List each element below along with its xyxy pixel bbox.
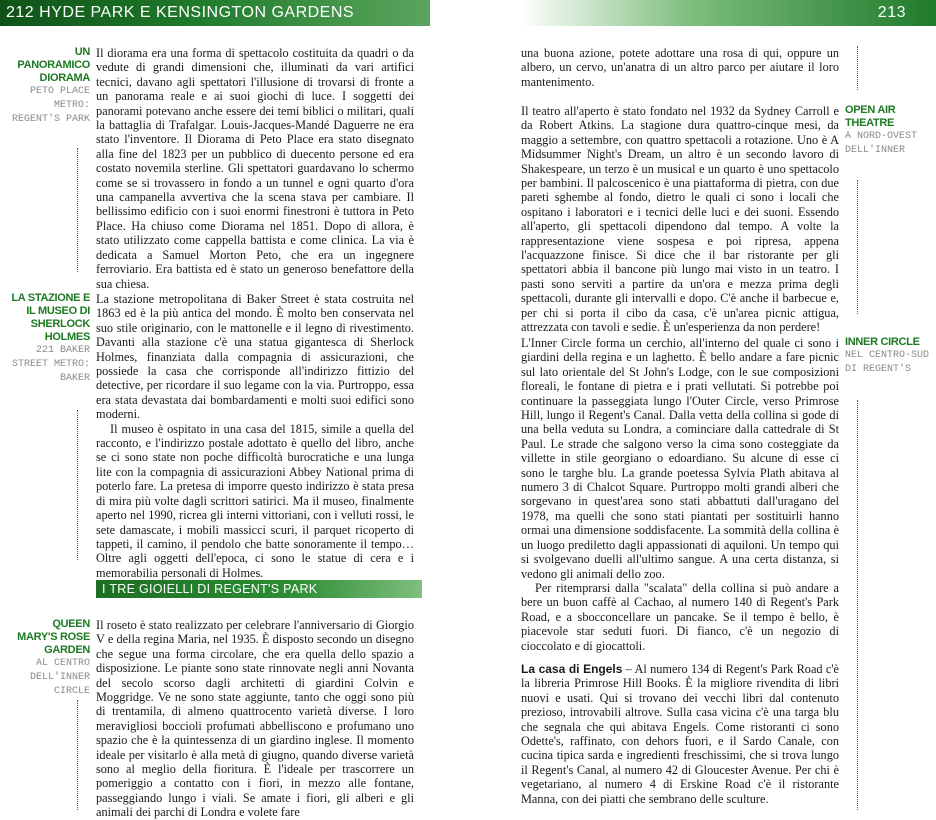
sidebar-diorama xyxy=(10,46,90,127)
article-engels xyxy=(521,662,839,806)
paragraph: La stazione metropolitana di Baker Street è stata costruita nel 1863 ed è la più antica del mondo. È molto ben conservata nel suo stile originario, con le mattonelle e il legno di rivestimento. Davanti alla stazione c'è una statua gigantesca di Sherlock Holmes, finanziata dalla compagnia di assicurazioni, che possiede la casa che corrisponde all'indirizzo fittizio del detective, per ricordare il suo legame con la via. Purtroppo, essa era stata devastata dai bombardamenti e molti suoi edifici sono moderni. xyxy=(96,292,414,422)
paragraph: Il museo è ospitato in una casa del 1815, simile a quella del racconto, e l'indirizzo postale adottato è quello del libro, anche se ci sono state non poche difficoltà burocratiche e una lunga lite con la compagnia di assicurazioni Abbey National prima di poterlo fare. La pretesa di imporre questo indirizzo è stata presa di mira più volte dagli scrittori satirici. Ma il museo, finalmente aperto nel 1990, ricrea gli interni vittoriani, con i velluti rossi, le sete damascate, i mobili massicci scuri, il parquet ricoperto di tappeti, il camino, il pendolo che batte sonoramente il tempo… Oltre agli oggetti dell'epoca, ci sono le statue di cera e i memorabilia personali di Holmes. xyxy=(96,421,414,580)
left-page-running-title: HYDE PARK E KENSINGTON GARDENS xyxy=(39,4,355,21)
right-page-number: 213 xyxy=(877,4,906,21)
article-rose-garden xyxy=(96,618,414,820)
sidebar-location: PETO PLACE METRO: REGENT'S PARK xyxy=(11,86,90,125)
sidebar-open-air-theatre xyxy=(845,104,935,158)
dotted-rule xyxy=(857,180,858,314)
dotted-rule xyxy=(77,410,78,560)
sidebar-title: LA STAZIONE E IL MUSEO DI SHERLOCK HOLMES xyxy=(11,292,90,343)
dotted-rule xyxy=(857,400,858,810)
paragraph: Per ritemprarsi dalla "scalata" della collina si può andare a bere un buon caffè al Cachao, al numero 140 di Regent's Park Road, e a sbocconcellare un pancake. Se il tempo è bello, è piacevole star seduti fuori. Di fianco, c'è un negozio di cioccolato e di giocattoli. xyxy=(521,580,839,653)
sidebar-location: 221 BAKER STREET METRO: BAKER xyxy=(11,345,90,384)
right-page-header xyxy=(520,0,936,26)
article-sherlock xyxy=(96,292,414,580)
sidebar-location: AL CENTRO DELL'INNER CIRCLE xyxy=(29,658,90,697)
left-page-header xyxy=(0,0,430,26)
sidebar-location: A NORD-OVEST DELL'INNER xyxy=(845,131,918,156)
dotted-rule xyxy=(77,700,78,810)
paragraph: Il roseto è stato realizzato per celebrare l'anniversario di Giorgio V e della regina Maria, nel 1935. È disposto secondo un disegno che segue una forma circolare, che era quella dello spazio a disposizione. Le piante sono state rinnovate negli anni Novanta del secolo scorso dagli architetti di giardini Colvin e Moggridge. Ve ne sono state aggiunte, tanto che oggi sono più di trentamila, di almeno quattrocento varietà diverse. I loro meravigliosi boccioli profumati abbelliscono e profumano uno spazio che è la quintessenza di un giardino inglese. Il momento ideale per visitarlo è alla metà di giugno, quando diverse varietà sono al meglio della fioritura. È l'ideale per trascorrere un pomeriggio a contatto con i fiori, in mezzo alle fontane, passeggiando lungo i viali. Se amate i fiori, gli alberi e gli animali dei parchi di Londra e volete fare xyxy=(96,618,414,820)
left-page-number: 212 xyxy=(6,4,35,21)
dotted-rule xyxy=(857,46,858,90)
sidebar-title: QUEEN MARY'S ROSE GARDEN xyxy=(17,618,90,656)
inline-heading: La casa di Engels xyxy=(521,662,623,676)
sidebar-title: OPEN AIR THEATRE xyxy=(845,104,896,129)
article-open-air-theatre xyxy=(521,104,839,335)
article-inner-circle xyxy=(521,336,839,653)
paragraph: Il teatro all'aperto è stato fondato nel 1932 da Sydney Carroll e da Robert Atkins. La stagione dura quattro-cinque mesi, da maggio a settembre, con quattro spettacoli a rotazione. Uno è A Midsummer Night's Dream, un altro è un secondo lavoro di Shakespeare, un terzo è un musical e un quarto è uno spettacolo per bambini. Il palcoscenico è una piattaforma di pietra, con due pareti sghembe al fondo, dietro le quali ci sono i locali che ospitano i laboratori e i tecnici delle luci e dei suoni. Essendo all'aperto, gli spettacoli dipendono dal tempo. A volte la rappresentazione viene sospesa e poi ripresa, appena l'acquazzone finisce. Si dice che il bar ristorante per gli spettatori abbia il bancone più lungo mai visto in un teatro. I pasti sono serviti a partire da un'ora e mezza prima degli spettacoli, durante gli intervalli e dopo. C'è anche il barbecue e, per chi si porta il cibo da casa, c'è un'area picnic attigua, attrezzata con tavoli e sedie. È un'esperienza da non perdere! xyxy=(521,104,839,335)
section-heading: I TRE GIOIELLI DI REGENT'S PARK xyxy=(96,580,422,598)
dotted-rule xyxy=(77,148,78,272)
sidebar-title: INNER CIRCLE xyxy=(845,336,920,348)
sidebar-inner-circle xyxy=(845,336,935,377)
continued-paragraph xyxy=(521,46,839,89)
inline-text: – Al numero 134 di Regent's Park Road c'è la libreria Primrose Hill Books. È la migliore rivendita di libri nuovi e usati. Qui si trovano dei vecchi libri dal contenuto prezioso, introvabili altrove. Sulla casa vicina c'è una targa blu che segnala che qui abitava Engels. Come ristoranti ci sono Odette's, raffinato, con dehors fuori, e il Sardo Canale, con cucina tipica sarda e ingredienti freschissimi, che si trova lungo il Regent's Canal, al numero 42 di Gloucester Avenue. Per chi è vegetariano, al numero 4 di Erskine Road c'è il ristorante Manna, con dei piatti che sembrano delle sculture. xyxy=(521,662,839,806)
paragraph: una buona azione, potete adottare una rosa di qui, oppure un albero, un cervo, un'anatra di un altro parco per aiutare il loro mantenimento. xyxy=(521,46,839,89)
article-diorama xyxy=(96,46,414,291)
sidebar-rose-garden xyxy=(10,618,90,699)
sidebar-sherlock xyxy=(10,292,90,386)
paragraph xyxy=(521,662,839,806)
sidebar-location: NEL CENTRO-SUD DI REGENT'S xyxy=(845,350,930,375)
sidebar-title: UN PANORAMICO DIORAMA xyxy=(17,46,90,84)
paragraph: Il diorama era una forma di spettacolo costituita da quadri o da vedute di grandi dimensioni che, illuminati da vari artifici tecnici, davano agli spettatori l'illusione di trovarsi di fronte a un panorama reale e ai suoi giochi di luce. I soggetti dei panorami potevano anche essere dei temi biblici o militari, quali la battaglia di Trafalgar. Louis-Jacques-Mandé Daguerre ne era stato l'inventore. Il Diorama di Peto Place era stato disegnato alla fine del 1823 per un pubblico di duecento persone ed era costato novemila sterline. Gli spettatori guardavano lo schermo come se si trovassero in fondo a un tunnel e ogni quarto d'ora una campanella avvertiva che la scena stava per cambiare. Il bellissimo edificio con i suoi enormi finestroni è tuttora in Peto Place. Ha chiuso come Diorama nel 1851. Dopo di allora, è stato utilizzato come cappella battista e come clinica. La via è dedicata a Samuel Morton Peto, che era un ingegnere ferroviario. Era battista ed è stato un generoso benefattore della sua chiesa. xyxy=(96,46,414,291)
paragraph: L'Inner Circle forma un cerchio, all'interno del quale ci sono i giardini della regina e un laghetto. È bello andare a fare picnic sul lato orientale del St John's Lodge, con le sue composizioni floreali, le fontane di pietra e i prati vellutati. Si potrebbe poi continuare la passeggiata lungo l'Outer Circle, verso Primrose Hill, lungo il Regent's Canal. Dalla vetta della collina si gode di una bella veduta su Londra, a cominciare dalla cattedrale di St Paul. Le strade che salgono verso la cima sono costeggiate da villette in stile georgiano o edoardiano. Su alcune di esse ci sono le targhe blu. La grande poetessa Sylvia Plath abitava al numero 3 di Chalcot Square. Purtroppo molti grandi alberi che sorgevano in quest'area sono stati abbattuti dall'uragano del 1978, ma quelli che sono stati piantati per sostituirli hanno ormai una dimensione soddisfacente. La sommità della collina è un luogo prediletto dagli appassionati di aquiloni. Un tempo qui si svolgevano duelli all'ultimo sangue. A una certa distanza, si vedono gli animali dello zoo. xyxy=(521,336,839,581)
